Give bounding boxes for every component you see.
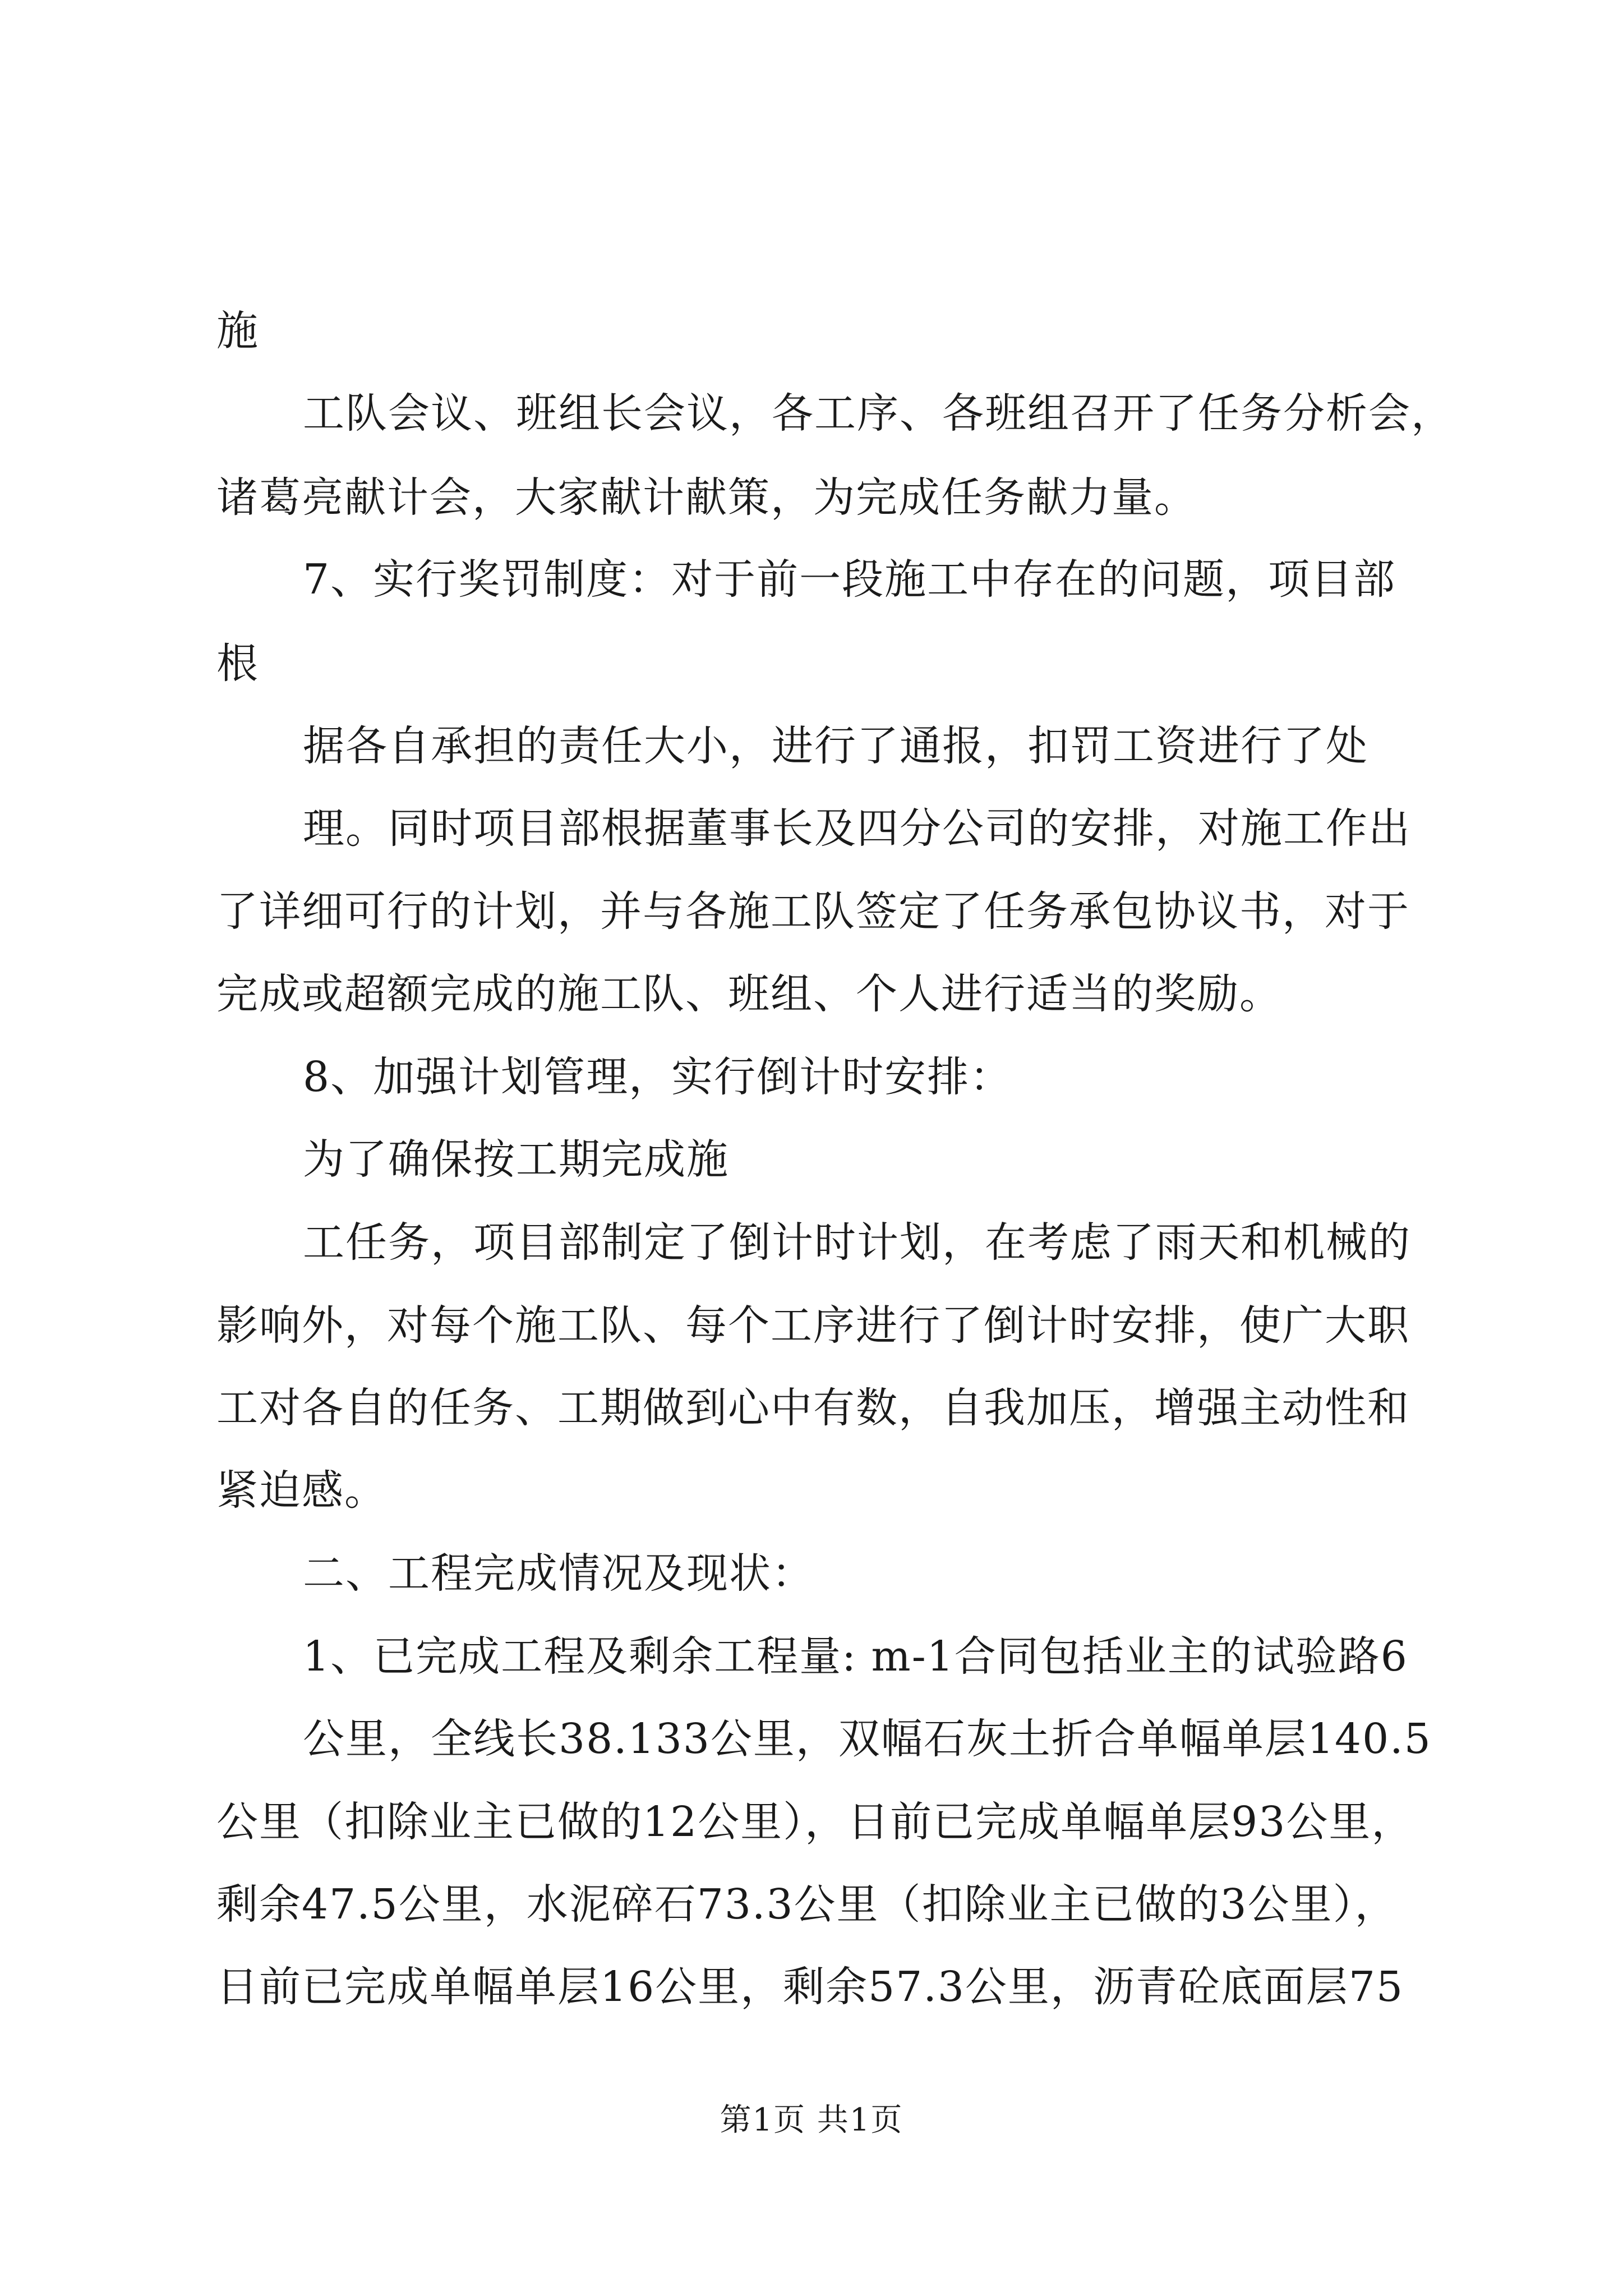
text-line: 二、工程完成情况及现状： [303,1549,814,1598]
text-line: 8、加强计划管理，实行倒计时安排： [303,1053,1013,1101]
text-line: 1、已完成工程及剩余工程量: m-1合同包括业主的试验路6 [303,1632,1408,1681]
text-line: 了详细可行的计划，并与各施工队签定了任务承包协议书，对于 [216,887,1410,936]
text-line: 公里，全线长38.133公里，双幅石灰土折合单幅单层140.5 [303,1715,1432,1763]
text-line: 日前已完成单幅单层16公里，剩余57.3公里，沥青砼底面层75 [216,1963,1404,2011]
text-line: 剩余47.5公里，水泥碎石73.3公里（扣除业主已做的3公里）， [216,1880,1398,1929]
text-line: 诸葛亮献计会，大家献计献策，为完成任务献力量。 [216,473,1197,522]
page-footer: 第1页 共1页 [720,2102,903,2138]
text-line: 完成或超额完成的施工队、班组、个人进行适当的奖励。 [216,970,1282,1018]
text-line: 7、实行奖罚制度：对于前一段施工中存在的问题，项目部 [303,555,1396,604]
text-line: 据各自承担的责任大小，进行了通报，扣罚工资进行了处 [303,722,1368,770]
text-line: 紧迫感。 [216,1466,387,1515]
text-line: 为了确保按工期完成施 [303,1135,729,1184]
text-line: 影响外，对每个施工队、每个工序进行了倒计时安排，使广大职 [216,1301,1410,1350]
text-line: 根 [216,639,259,688]
text-line: 施 [216,307,259,355]
text-line: 工任务，项目部制定了倒计时计划，在考虑了雨天和机械的 [303,1218,1411,1267]
text-line: 工队会议、班组长会议，各工序、各班组召开了任务分析会， [303,389,1454,438]
text-line: 工对各自的任务、工期做到心中有数，自我加压，增强主动性和 [216,1384,1410,1432]
text-line: 理。同时项目部根据董事长及四分公司的安排，对施工作出 [303,804,1411,853]
text-line: 公里（扣除业主已做的12公里），日前已完成单幅单层93公里， [216,1798,1414,1846]
